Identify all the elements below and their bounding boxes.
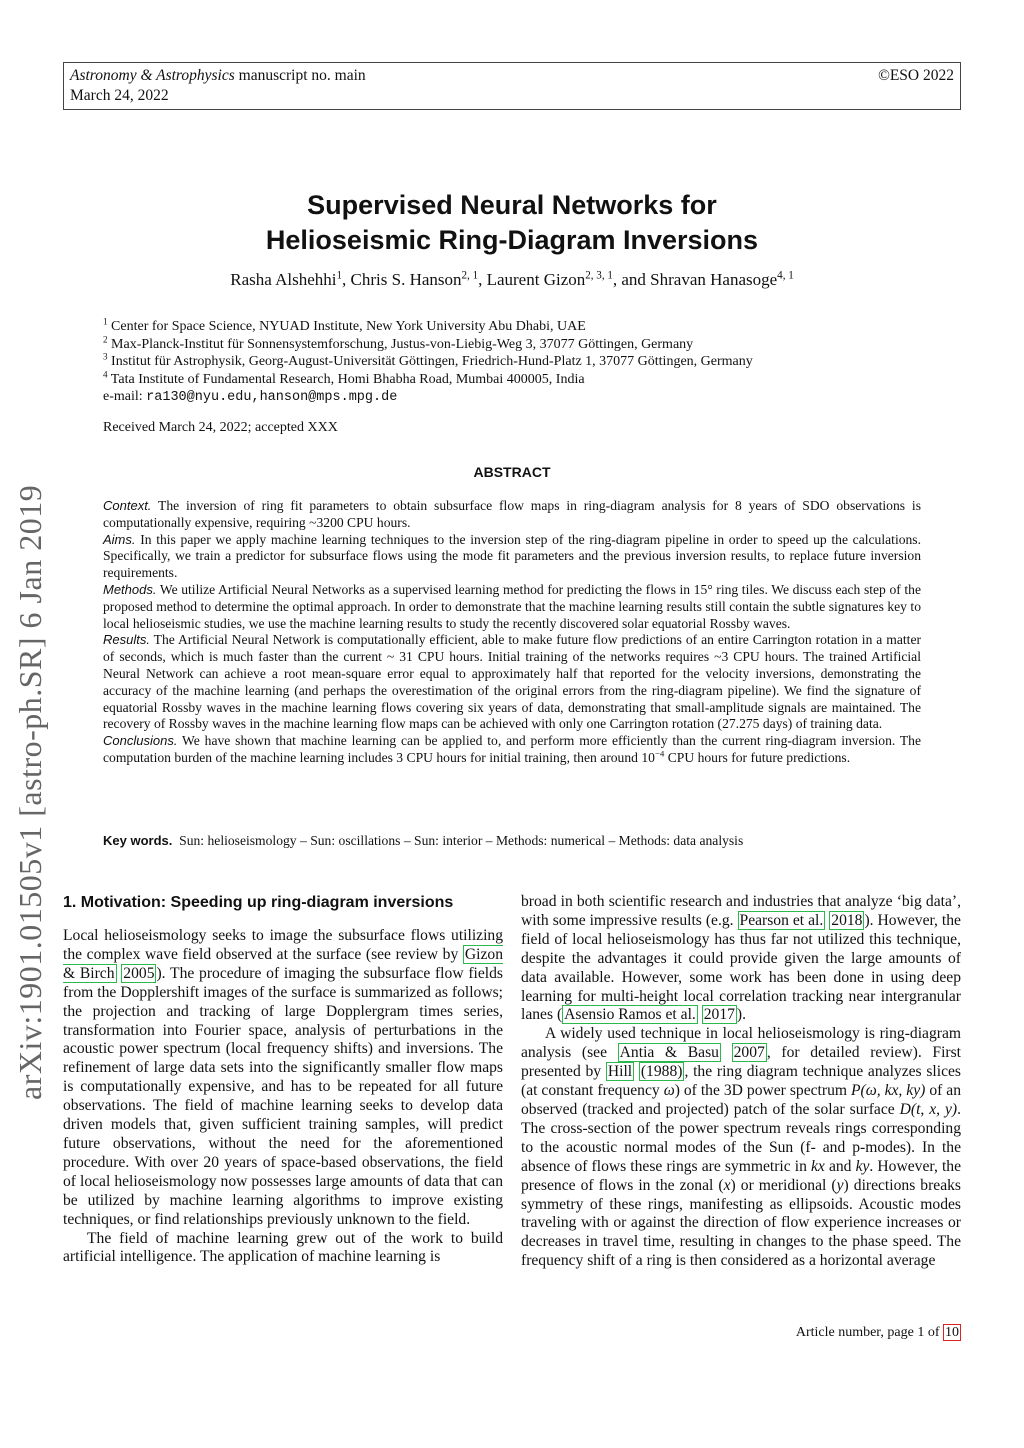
- keywords: [103, 833, 921, 849]
- author-list: [60, 269, 964, 291]
- copyright: ©ESO 2022: [878, 67, 954, 84]
- paragraph-text: . The cross-section of the power spectrum reveals rings corresponding to the acoustic normal modes of the Sun (f- and p-modes). In the absence of flows these rings are symmetric in: [521, 1100, 961, 1175]
- page-footer: [796, 1325, 961, 1341]
- journal-line: [70, 66, 954, 86]
- header-date: March 24, 2022: [70, 87, 169, 104]
- paragraph-text: and: [824, 1157, 856, 1175]
- affiliation-number: 2: [103, 333, 108, 344]
- citation-year-link[interactable]: (1988): [640, 1063, 683, 1081]
- manuscript-label: manuscript no. main: [234, 67, 366, 84]
- paragraph-text: broad in both scientific research and industries that analyze ‘big data’, with some impressive results (e.g.: [521, 893, 961, 929]
- affiliation-number: 4: [103, 368, 108, 379]
- paragraph-text: ).: [736, 1006, 746, 1024]
- abstract-context: [103, 498, 921, 532]
- paragraph: [521, 1025, 961, 1271]
- abstract-body: [103, 498, 921, 767]
- math-symbol: ky: [855, 1157, 870, 1175]
- paragraph-text: , for detailed review). First presented by: [521, 1044, 961, 1081]
- author-affil-marker: 4, 1: [777, 269, 794, 282]
- paragraph-text: of an observed (tracked and projected) patch of the solar surface: [521, 1082, 962, 1118]
- abstract-label: Context.: [103, 498, 152, 513]
- affiliation-text: Tata Institute of Fundamental Research, Homi Bhabha Road, Mumbai 400005, India: [110, 371, 585, 387]
- author-separator: ,: [342, 270, 351, 289]
- affiliation: [103, 353, 923, 371]
- affiliation-text: Max-Planck-Institut für Sonnensystemforschung, Justus-von-Liebig-Weg 3, 37077 Göttingen, Germany: [111, 336, 694, 352]
- author-affil-marker: 2, 1: [461, 269, 479, 282]
- citation-year-link[interactable]: 2007: [733, 1044, 765, 1062]
- abstract-label: Conclusions.: [103, 733, 178, 749]
- section-heading: 1. Motivation: Speeding up ring-diagram inversions: [63, 894, 454, 911]
- citation-year-link[interactable]: 2018: [831, 911, 863, 929]
- author-affil-marker: 2, 3, 1: [585, 269, 613, 282]
- author-affil-marker: 1: [336, 269, 343, 282]
- received-date: Received March 24, 2022; accepted XXX: [103, 420, 338, 435]
- paragraph: [521, 893, 961, 1025]
- abstract-aims: [103, 532, 921, 582]
- abstract-label: Results.: [103, 632, 150, 648]
- math-expression: D(t, x, y): [899, 1100, 958, 1118]
- paragraph: The field of machine learning grew out of the work to build artificial intelligence. The application of machine learning is: [63, 1229, 503, 1266]
- title-line-2: Helioseismic Ring-Diagram Inversions: [265, 225, 759, 255]
- author-separator: ,: [478, 270, 487, 289]
- abstract-text: The Artificial Neural Network is computationally efficient, able to make future flow predictions of an entire Carrington rotation in a matter of seconds, which is much faster than the current ~ 31 CPU hours. Initial training of the networks requires ~3 CPU hours. The trained Artificial Neural Network can achieve a root mean-square error equal to approximately half that reported for the velocity inversions, demonstrating the accuracy of the machine learning (and perhaps the overestimation of the original errors from the ring-diagram pipeline). We find the signature of equatorial Rossby waves in the machine learning flows covering six years of data, demonstrating that small-amplitude signals are maintained. The recovery of Rossby waves in the machine learning flow maps can be achieved with only one Carrington rotation (27.275 days) of training data.: [103, 632, 921, 732]
- affiliations: [103, 318, 923, 407]
- email-line: [103, 388, 923, 407]
- abstract-text: CPU hours for future predictions.: [664, 749, 851, 765]
- arxiv-stamp: arXiv:1901.01505v1 [astro-ph.SR] 6 Jan 2019: [12, 484, 48, 1100]
- paragraph-text: ) directions breaks symmetry of these rings, manifesting as ellipsoids. Acoustic modes traveling with or against the direction of flow experience increases or decreases in travel time, resulting in changes to the phase speed. The frequency shift of a ring is then considered as a horizontal average: [521, 1176, 962, 1270]
- exponent: −4: [654, 748, 665, 759]
- author: Chris S. Hanson: [350, 270, 462, 289]
- affiliation: [103, 368, 923, 389]
- paragraph-text: , the ring diagram technique analyzes slices (at constant frequency: [521, 1063, 962, 1100]
- right-column: [521, 893, 961, 1271]
- affiliation-number: 1: [103, 316, 108, 327]
- keywords-label: Key words.: [103, 833, 173, 848]
- affiliation: [103, 333, 923, 354]
- journal-header: [63, 62, 961, 110]
- abstract-text: The inversion of ring fit parameters to obtain subsurface flow maps in ring-diagram analysis for 8 years of SDO observations is computationally expensive, requiring ~3200 CPU hours.: [103, 498, 921, 530]
- paragraph-text: . However, the presence of flows in the zonal (: [521, 1157, 961, 1194]
- paragraph-text: ). However, the field of local helioseismology has thus far not utilized this technique, despite the advantages it could provide given the large amounts of data available. However, some work has been done in using deep learning for multi-height local correlation tracking near intergranular lanes (: [521, 911, 961, 1024]
- citation-link[interactable]: Asensio Ramos et al.: [564, 1006, 696, 1024]
- total-pages-link[interactable]: 10: [945, 1325, 959, 1340]
- abstract-text: We have shown that machine learning can be applied to, and perform more efficiently than the current ring-diagram inversion. The computation burden of the machine learning includes 3 CPU hours for initial training, then around 10: [103, 733, 921, 765]
- citation-link[interactable]: Hill: [607, 1063, 633, 1081]
- citation-link[interactable]: Pearson et al.: [739, 911, 824, 929]
- author-separator: , and: [612, 270, 651, 289]
- math-symbol: x: [723, 1176, 731, 1194]
- author: Rasha Alshehhi: [230, 270, 337, 289]
- abstract-conclusions: [103, 733, 921, 767]
- affiliation-text: Center for Space Science, NYUAD Institute, New York University Abu Dhabi, UAE: [111, 319, 586, 334]
- email-address[interactable]: ra130@nyu.edu,hanson@mps.mpg.de: [146, 390, 398, 405]
- email-label: e-mail:: [103, 389, 147, 404]
- math-symbol: ω: [663, 1082, 675, 1100]
- abstract-heading: ABSTRACT: [473, 464, 551, 480]
- paragraph-text: ) of the 3D power spectrum: [674, 1082, 851, 1100]
- abstract-label: Aims.: [103, 531, 136, 547]
- math-expression: P(ω, kx, ky): [850, 1082, 926, 1100]
- affiliation-text: Institut für Astrophysik, Georg-August-Universität Göttingen, Friedrich-Hund-Platz 1, 37077 Göttingen, Germany: [111, 354, 753, 369]
- abstract-label: Methods.: [103, 581, 157, 597]
- left-column: [63, 893, 503, 1267]
- paragraph-text: Local helioseismology seeks to image the subsurface flows utilizing the complex wave field observed at the surface (see review by: [63, 927, 503, 963]
- paragraph-text: ) or meridional (: [730, 1176, 837, 1194]
- math-symbol: kx: [811, 1157, 825, 1175]
- abstract-methods: [103, 582, 921, 632]
- paragraph: [63, 927, 503, 1230]
- paragraph-text: ). The procedure of imaging the subsurface flow fields from the Dopplershift images of the surface is summarized as follows; the projection and tracking of large Dopplergram times series, transformation into Fourier space, analysis of perturbations in the acoustic power spectrum (local frequency shifts) and inversions. The refinement of large data sets into the significantly smaller flow maps is computationally expensive, and has to be repeated for all future observations. The field of machine learning seeks to develop data driven models that, given sufficient training samples, will predict future observations, without the need for the aforementioned procedure. With over 20 years of space-based observations, the field of local helioseismology now possesses large amounts of data that can be utilized by machine learning algorithms to improve existing techniques, or find relationships previously unknown to the field.: [63, 964, 503, 1228]
- title-line-1: Supervised Neural Networks for: [307, 190, 717, 220]
- citation-year-link[interactable]: 2005: [123, 964, 155, 982]
- paragraph-text: A widely used technique in local helioseismology is ring-diagram analysis (see: [521, 1025, 961, 1062]
- citation-year-link[interactable]: 2017: [703, 1006, 735, 1024]
- footer-text: Article number, page 1 of: [795, 1325, 943, 1340]
- journal-name: Astronomy & Astrophysics: [70, 67, 235, 84]
- citation-link[interactable]: Antia & Basu: [619, 1044, 719, 1062]
- author: Laurent Gizon: [486, 270, 586, 289]
- affiliation: [103, 318, 923, 336]
- author: Shravan Hanasoge: [650, 270, 778, 289]
- abstract-text: We utilize Artificial Neural Networks as a supervised learning method for predicting the flows in 15° ring tiles. We discuss each step of the proposed method to determine the optimal approach. In order to demonstrate that the machine learning results still contain the subtle signatures key to local helioseismic studies, we use the machine learning results to study the recently discovered solar equatorial Rossby waves.: [103, 581, 921, 631]
- abstract-results: [103, 632, 921, 733]
- math-symbol: y: [836, 1176, 844, 1194]
- abstract-text: In this paper we apply machine learning techniques to the inversion step of the ring-diagram pipeline in order to speed up the calculations. Specifically, we train a predictor for subsurface flows using the mode fit parameters and the previous inversion results, to replace future inversion requirements.: [103, 531, 921, 581]
- keywords-text: Sun: helioseismology – Sun: oscillations – Sun: interior – Methods: numerical – Methods: data analysis: [179, 833, 744, 848]
- citation-link[interactable]: Gizon & Birch: [63, 945, 503, 982]
- paper-title: [150, 188, 874, 258]
- affiliation-number: 3: [103, 351, 108, 362]
